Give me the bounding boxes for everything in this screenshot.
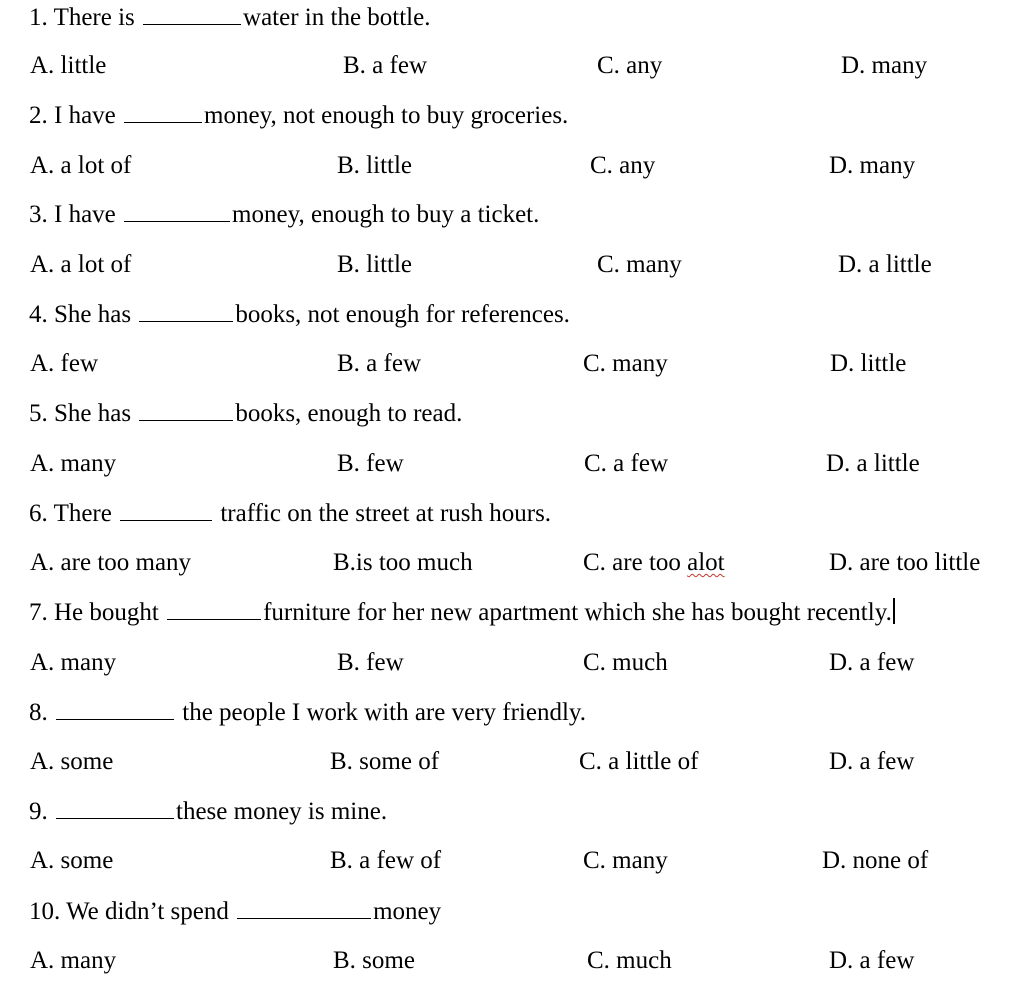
options-6	[0, 545, 1024, 581]
question-stem-end: money, not enough to buy groceries.	[204, 102, 569, 129]
question-number: 4.	[29, 301, 48, 328]
options-3	[0, 247, 1024, 283]
option-c: C. many	[583, 350, 668, 377]
option-c: C. a little of	[579, 748, 699, 775]
question-stem-start: There is	[53, 4, 135, 31]
question-stem-start: I have	[54, 201, 116, 228]
option-d: D. a few	[829, 748, 915, 775]
option-b: B. some	[333, 947, 415, 974]
answer-blank	[237, 894, 371, 919]
question-stem-end: traffic on the street at rush hours.	[220, 500, 552, 527]
spelling-error-word: alot	[687, 549, 725, 576]
option-a: A. are too many	[30, 549, 192, 576]
option-b: B. some of	[330, 748, 440, 775]
option-c-text: C. are too	[583, 549, 688, 576]
answer-blank	[120, 496, 212, 521]
options-9	[0, 843, 1024, 879]
question-stem-end: water in the bottle.	[243, 4, 431, 31]
answer-blank	[56, 695, 174, 720]
answer-blank	[124, 197, 230, 222]
option-b: B. few	[337, 649, 404, 676]
option-a: A. few	[30, 350, 99, 377]
question-number: 7.	[29, 599, 48, 626]
options-1	[0, 48, 1024, 84]
question-stem-start: I have	[54, 102, 116, 129]
question-number: 6.	[29, 500, 48, 527]
option-a: A. a lot of	[30, 251, 132, 278]
answer-blank	[56, 794, 174, 819]
option-c: C. much	[587, 947, 672, 974]
question-stem-start: She has	[54, 301, 132, 328]
question-stem-end: the people I work with are very friendly.	[182, 699, 587, 726]
answer-blank	[167, 595, 261, 620]
question-number: 10.	[29, 898, 61, 925]
question-1	[29, 0, 1024, 36]
option-c: C. any	[590, 152, 656, 179]
answer-blank	[143, 0, 241, 25]
question-number: 3.	[29, 201, 48, 228]
question-number: 1.	[29, 4, 48, 31]
option-a: A. some	[30, 847, 114, 874]
options-10	[0, 943, 1024, 979]
options-7	[0, 645, 1024, 681]
option-c: C. many	[597, 251, 682, 278]
option-c: C. many	[583, 847, 668, 874]
option-b: B. a few of	[330, 847, 442, 874]
question-3	[29, 197, 1024, 233]
question-stem-end: books, not enough for references.	[235, 301, 570, 328]
option-a: A. many	[30, 450, 117, 477]
options-2	[0, 148, 1024, 184]
option-b: B.is too much	[333, 549, 473, 576]
option-b: B. a few	[337, 350, 421, 377]
options-4	[0, 346, 1024, 382]
question-stem-end: money, enough to buy a ticket.	[232, 201, 540, 228]
option-d: D. a few	[829, 947, 915, 974]
option-c	[583, 545, 725, 581]
question-9	[29, 794, 1024, 830]
answer-blank	[139, 396, 233, 421]
question-stem-end: books, enough to read.	[235, 400, 463, 427]
option-d: D. little	[830, 350, 907, 377]
option-b: B. little	[337, 251, 412, 278]
question-6	[29, 496, 1024, 532]
question-stem-start: She has	[54, 400, 132, 427]
answer-blank	[139, 297, 233, 322]
option-d: D. a little	[826, 450, 920, 477]
option-c: C. much	[583, 649, 668, 676]
answer-blank	[124, 98, 202, 123]
option-b: B. little	[337, 152, 412, 179]
option-d: D. many	[829, 152, 916, 179]
option-a: A. a lot of	[30, 152, 132, 179]
option-d: D. a little	[838, 251, 932, 278]
question-4	[29, 297, 1024, 333]
question-stem-start: There	[53, 500, 112, 527]
question-stem-start: He bought	[54, 599, 159, 626]
option-a: A. some	[30, 748, 114, 775]
options-5	[0, 446, 1024, 482]
option-d: D. are too little	[829, 549, 981, 576]
text-cursor	[893, 598, 895, 624]
question-stem-start: We didn’t spend	[66, 898, 229, 925]
question-8	[29, 695, 1024, 731]
question-number: 5.	[29, 400, 48, 427]
question-number: 8.	[29, 699, 48, 726]
option-d: D. many	[841, 52, 928, 79]
option-b: B. few	[337, 450, 404, 477]
question-2	[29, 98, 1024, 134]
question-10	[29, 894, 1024, 930]
question-number: 2.	[29, 102, 48, 129]
question-number: 9.	[29, 798, 48, 825]
question-stem-end: money	[373, 898, 442, 925]
option-c: C. any	[597, 52, 663, 79]
question-5	[29, 396, 1024, 432]
option-a: A. little	[30, 52, 107, 79]
question-stem-end: these money is mine.	[176, 798, 388, 825]
option-d: D. none of	[822, 847, 929, 874]
option-b: B. a few	[343, 52, 427, 79]
option-a: A. many	[30, 649, 117, 676]
option-a: A. many	[30, 947, 117, 974]
options-8	[0, 744, 1024, 780]
option-c: C. a few	[584, 450, 668, 477]
question-7	[29, 595, 1024, 631]
question-stem-end: furniture for her new apartment which she has bought recently.	[263, 599, 892, 626]
option-d: D. a few	[829, 649, 915, 676]
